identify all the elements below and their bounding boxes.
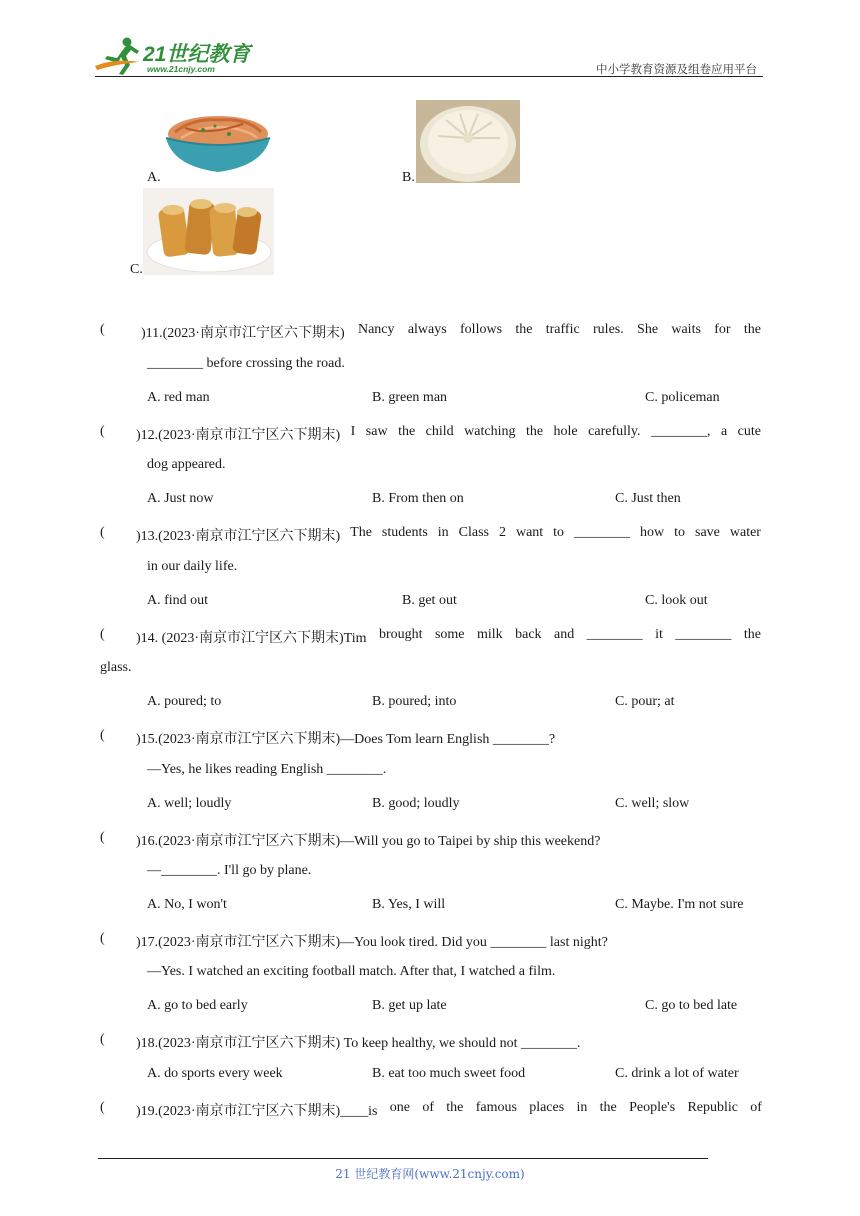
site-logo: [95, 36, 265, 76]
question-11-line2: ________ before crossing the road.: [147, 356, 345, 371]
q17-option-c: C. go to bed late: [645, 998, 738, 1013]
option-b-label: B.: [402, 170, 415, 185]
q11-option-b: B. green man: [372, 390, 448, 405]
q16-option-b: B. Yes, I will: [372, 897, 446, 912]
answer-paren: (: [100, 728, 105, 743]
q12-option-c: C. Just then: [615, 491, 681, 506]
spring-rolls-image: [143, 188, 274, 275]
question-14-line2: glass.: [100, 660, 132, 675]
platform-title: 中小学教育资源及组卷应用平台: [596, 62, 757, 76]
q15-option-a: A. well; loudly: [147, 796, 232, 811]
footer-divider: [98, 1158, 708, 1159]
question-13-line2: in our daily life.: [147, 559, 238, 574]
question-16-line1: )16.(2023·南京市江宁区六下期末)—Will you go to Taipei by ship this weekend?: [136, 834, 601, 849]
q15-option-c: C. well; slow: [615, 796, 690, 811]
question-15-line2: —Yes, he likes reading English ________.: [147, 762, 387, 777]
answer-paren: (: [100, 322, 105, 337]
q13-option-c: C. look out: [645, 593, 708, 608]
q16-option-a: A. No, I won't: [147, 897, 227, 912]
footer-text: 21 世纪教育网(www.21cnjy.com): [335, 1167, 525, 1181]
question-18-line1: )18.(2023·南京市江宁区六下期末) To keep healthy, we should not ________.: [136, 1036, 581, 1051]
question-13-line1: )13.(2023·南京市江宁区六下期末) The students in Class 2 want to ________ how to save water: [136, 525, 761, 544]
question-17-line1: )17.(2023·南京市江宁区六下期末)—You look tired. Did you ________ last night?: [136, 935, 608, 950]
q16-option-c: C. Maybe. I'm not sure: [615, 897, 744, 912]
q12-option-b: B. From then on: [372, 491, 464, 506]
q14-option-c: C. pour; at: [615, 694, 675, 709]
page-header: [95, 34, 763, 78]
q17-option-b: B. get up late: [372, 998, 447, 1013]
option-a-label: A.: [147, 170, 161, 185]
q14-option-a: A. poured; to: [147, 694, 222, 709]
bun-image: [416, 100, 520, 183]
question-17-line2: —Yes. I watched an exciting football match. After that, I watched a film.: [147, 964, 556, 979]
header-divider: [95, 76, 763, 77]
q11-option-c: C. policeman: [645, 390, 720, 405]
q13-option-b: B. get out: [402, 593, 457, 608]
question-19-line1: )19.(2023·南京市江宁区六下期末)____is one of the famous places in the People's Republic of: [136, 1100, 762, 1119]
q13-option-a: A. find out: [147, 593, 209, 608]
q11-option-a: A. red man: [147, 390, 210, 405]
answer-paren: (: [100, 1100, 105, 1115]
q18-option-c: C. drink a lot of water: [615, 1066, 739, 1081]
answer-paren: (: [100, 931, 105, 946]
q12-option-a: A. Just now: [147, 491, 214, 506]
runner-logo-icon: [95, 36, 141, 76]
question-16-line2: —________. I'll go by plane.: [147, 863, 312, 878]
q18-option-b: B. eat too much sweet food: [372, 1066, 526, 1081]
option-c-label: C.: [130, 262, 143, 277]
q17-option-a: A. go to bed early: [147, 998, 248, 1013]
q15-option-b: B. good; loudly: [372, 796, 460, 811]
answer-paren: (: [100, 627, 105, 642]
answer-paren: (: [100, 830, 105, 845]
logo-url: www.21cnjy.com: [147, 64, 215, 74]
question-12-line2: dog appeared.: [147, 457, 226, 472]
answer-paren: (: [100, 424, 105, 439]
answer-paren: (: [100, 1032, 105, 1047]
question-11-line1: )11.(2023·南京市江宁区六下期末) Nancy always follows the traffic rules. She waits for the: [141, 322, 761, 341]
question-14-line1: )14. (2023·南京市江宁区六下期末)Tim brought some milk back and ________ it ________ the: [136, 627, 761, 646]
answer-paren: (: [100, 525, 105, 540]
logo-text: 21世纪教育: [143, 43, 251, 66]
q14-option-b: B. poured; into: [372, 694, 457, 709]
question-12-line1: )12.(2023·南京市江宁区六下期末) I saw the child watching the hole carefully. ________, a cute: [136, 424, 761, 443]
question-15-line1: )15.(2023·南京市江宁区六下期末)—Does Tom learn English ________?: [136, 732, 556, 747]
q18-option-a: A. do sports every week: [147, 1066, 283, 1081]
noodles-image: [163, 108, 273, 176]
